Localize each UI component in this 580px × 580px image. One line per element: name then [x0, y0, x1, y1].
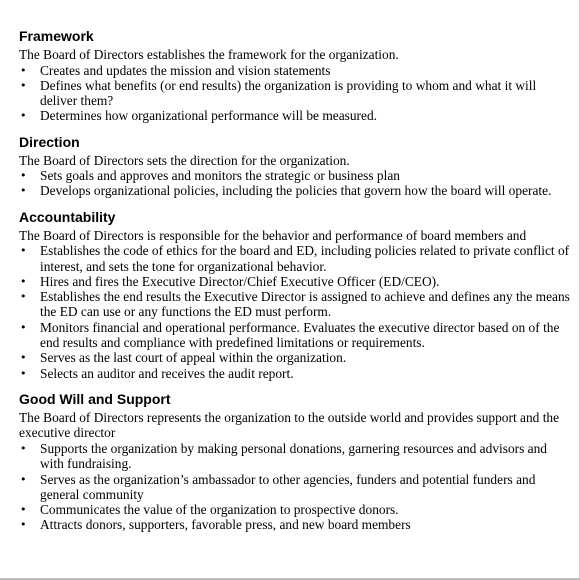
section-accountability — [19, 209, 570, 381]
bullet-item — [19, 350, 570, 365]
bullet-text: Selects an auditor and receives the audit report. — [40, 365, 294, 381]
bullet-item — [19, 366, 570, 381]
bullet-text: Develops organizational policies, including the policies that govern how the board will operate. — [40, 183, 552, 199]
bullet-text: Establishes the code of ethics for the board and ED, including policies related to private conflict of interest, and sets the tone for organizational behavior. — [40, 243, 570, 274]
bullet-item — [19, 108, 570, 123]
section-intro: The Board of Directors represents the organization to the outside world and provides support and the executive director — [19, 409, 560, 441]
section-heading: Good Will and Support — [19, 390, 171, 407]
bullet-text: Attracts donors, supporters, favorable press, and new board members — [40, 517, 411, 533]
bullet-icon: • — [20, 63, 27, 77]
bullet-item — [19, 168, 570, 183]
section-heading: Accountability — [19, 208, 116, 225]
bullet-icon: • — [20, 351, 27, 365]
section-framework — [19, 28, 570, 124]
bullet-item — [19, 63, 570, 78]
bullet-icon: • — [20, 290, 27, 304]
bullet-text: Defines what benefits (or end results) the organization is providing to whom and what it will deliver them? — [40, 77, 537, 109]
bullet-icon: • — [20, 274, 27, 288]
bullet-text: Supports the organization by making personal donations, garnering resources and advisors and with fundraising. — [40, 440, 547, 472]
section-heading: Direction — [19, 133, 80, 150]
bullet-item — [19, 243, 570, 274]
bullet-icon: • — [20, 78, 27, 92]
bullet-icon: • — [20, 109, 27, 123]
bullet-icon: • — [20, 366, 27, 380]
section-intro: The Board of Directors establishes the framework for the organization. — [19, 47, 399, 62]
bullet-list — [19, 441, 570, 533]
bullet-text: Creates and updates the mission and vision statements — [40, 62, 331, 78]
bullet-text: Serves as the organization’s ambassador to other agencies, funders and potential funders and general community — [40, 471, 536, 502]
bullet-icon: • — [20, 441, 27, 455]
bullet-item — [19, 289, 570, 320]
bullet-item — [19, 472, 570, 503]
bullet-item — [19, 441, 570, 472]
bullet-icon: • — [20, 184, 27, 198]
section-intro: The Board of Directors sets the direction for the organization. — [19, 152, 350, 168]
bullet-item — [19, 320, 570, 351]
bullet-icon: • — [20, 320, 27, 334]
bullet-item — [19, 502, 570, 517]
section-direction — [19, 134, 570, 199]
bullet-item — [19, 183, 570, 198]
bullet-text: Communicates the value of the organization to prospective donors. — [40, 502, 399, 518]
section-good-will-and-support — [19, 391, 570, 533]
bullet-item — [19, 78, 570, 109]
bullet-text: Serves as the last court of appeal within the organization. — [40, 350, 347, 366]
bullet-icon: • — [20, 518, 27, 532]
section-intro: The Board of Directors is responsible for the behavior and performance of board members and — [19, 227, 527, 243]
bullet-item — [19, 517, 570, 532]
bullet-icon: • — [20, 169, 27, 183]
bullet-list — [19, 168, 570, 199]
bullet-text: Monitors financial and operational performance. Evaluates the executive director based on of the end results and compliance with predefined limitations or requirements. — [40, 319, 560, 351]
bullet-text: Establishes the end results the Executive Director is assigned to achieve and defines any the means the ED can use or any functions the ED must perform. — [40, 289, 570, 320]
bullet-text: Determines how organizational performance will be measured. — [40, 108, 377, 124]
bullet-icon: • — [20, 503, 27, 517]
bullet-list — [19, 63, 570, 124]
bullet-text: Hires and fires the Executive Director/Chief Executive Officer (ED/CEO). — [40, 273, 440, 289]
bullet-icon: • — [20, 472, 27, 486]
bullet-list — [19, 243, 570, 381]
bullet-item — [19, 274, 570, 289]
bullet-text: Sets goals and approves and monitors the strategic or business plan — [40, 168, 400, 184]
section-heading: Framework — [19, 28, 94, 44]
bullet-icon: • — [20, 244, 27, 258]
